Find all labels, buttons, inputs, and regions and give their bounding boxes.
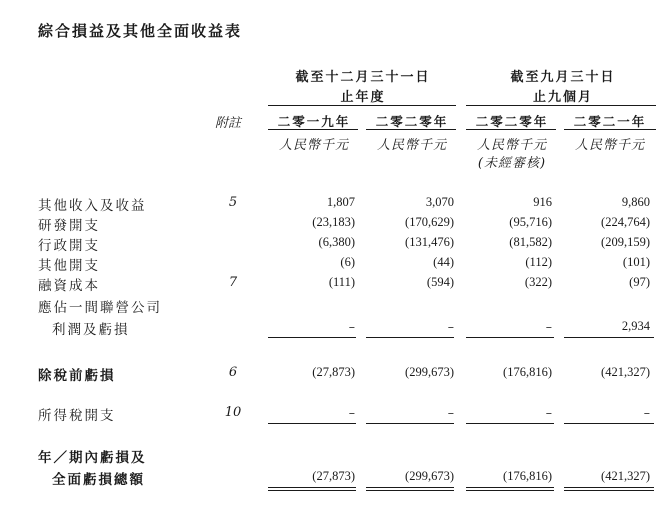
total-rule-top bbox=[564, 487, 654, 488]
note-column-header: 附註 bbox=[215, 116, 242, 131]
cell-value: 9,860 bbox=[621, 195, 650, 209]
cell-value: (97) bbox=[629, 275, 650, 289]
row-note: 6 bbox=[228, 365, 238, 380]
total-rule-bottom bbox=[564, 490, 654, 491]
cell-value: (594) bbox=[426, 275, 454, 289]
column-rule bbox=[466, 129, 556, 130]
cell-value: (111) bbox=[328, 275, 355, 289]
cell-value: 2,934 bbox=[621, 319, 650, 333]
cell-value: (112) bbox=[525, 255, 552, 269]
row-note: 7 bbox=[228, 275, 238, 290]
cell-value: (299,673) bbox=[405, 365, 454, 379]
row-label-income-tax: 所得稅開支 bbox=[38, 408, 116, 424]
cell-value: 3,070 bbox=[425, 195, 454, 209]
subtotal-rule bbox=[466, 337, 554, 338]
group-rule-period bbox=[466, 105, 656, 106]
cell-value: (131,476) bbox=[405, 235, 454, 249]
group-rule-year bbox=[268, 105, 456, 106]
group-header-period-line2: 止九個月 bbox=[532, 90, 593, 105]
total-rule-top bbox=[268, 487, 356, 488]
cell-value: – bbox=[545, 405, 552, 420]
row-label-finance-costs: 融資成本 bbox=[38, 278, 100, 294]
cell-value: 1,807 bbox=[326, 195, 355, 209]
cell-value: (27,873) bbox=[312, 365, 355, 379]
row-label-loss-before-tax: 除稅前虧損 bbox=[38, 368, 116, 384]
subtotal-rule bbox=[268, 423, 356, 424]
cell-value: (299,673) bbox=[405, 469, 454, 483]
cell-value: – bbox=[643, 405, 650, 420]
cell-value: (176,816) bbox=[503, 469, 552, 483]
unit-label: 人民幣千元 bbox=[476, 138, 547, 153]
cell-value: (95,716) bbox=[509, 215, 552, 229]
cell-value: – bbox=[545, 319, 552, 334]
subtotal-rule bbox=[268, 337, 356, 338]
column-rule bbox=[268, 129, 358, 130]
subtotal-rule bbox=[564, 337, 654, 338]
cell-value: (101) bbox=[622, 255, 650, 269]
total-rule-top bbox=[366, 487, 454, 488]
row-label-other-income: 其他收入及收益 bbox=[38, 198, 147, 214]
row-label-profit-and-loss: 利潤及虧損 bbox=[52, 322, 130, 338]
cell-value: – bbox=[447, 405, 454, 420]
cell-value: (421,327) bbox=[601, 365, 650, 379]
column-header-2020-period: 二零二零年 bbox=[475, 114, 549, 129]
row-note: 10 bbox=[224, 405, 242, 420]
row-label-admin-expenses: 行政開支 bbox=[38, 238, 100, 254]
column-rule bbox=[564, 129, 656, 130]
total-rule-bottom bbox=[268, 490, 356, 491]
cell-value: (322) bbox=[524, 275, 552, 289]
subtotal-rule bbox=[466, 423, 554, 424]
total-rule-bottom bbox=[466, 490, 554, 491]
cell-value: (224,764) bbox=[601, 215, 650, 229]
cell-value: – bbox=[348, 319, 355, 334]
cell-value: – bbox=[447, 319, 454, 334]
subtotal-rule bbox=[366, 337, 454, 338]
row-label-share-of-associate: 應佔一間聯營公司 bbox=[38, 300, 162, 316]
row-note: 5 bbox=[228, 195, 238, 210]
column-header-2019: 二零一九年 bbox=[277, 114, 351, 129]
group-header-period-line1: 截至九月三十日 bbox=[510, 70, 616, 85]
row-label-other-expenses: 其他開支 bbox=[38, 258, 100, 274]
column-header-2020: 二零二零年 bbox=[375, 114, 449, 129]
cell-value: (44) bbox=[433, 255, 454, 269]
unit-label: 人民幣千元 bbox=[574, 138, 645, 153]
column-rule bbox=[366, 129, 456, 130]
unaudited-label: (未經審核) bbox=[477, 156, 547, 171]
total-rule-top bbox=[466, 487, 554, 488]
cell-value: (6) bbox=[340, 255, 355, 269]
cell-value: (6,380) bbox=[318, 235, 355, 249]
subtotal-rule bbox=[564, 423, 654, 424]
unit-label: 人民幣千元 bbox=[278, 138, 349, 153]
column-header-2021-period: 二零二一年 bbox=[573, 114, 647, 129]
cell-value: (81,582) bbox=[509, 235, 552, 249]
cell-value: (23,183) bbox=[312, 215, 355, 229]
total-rule-bottom bbox=[366, 490, 454, 491]
page-title: 綜合損益及其他全面收益表 bbox=[38, 22, 243, 40]
cell-value: (170,629) bbox=[405, 215, 454, 229]
row-label-total-comprehensive-loss: 全面虧損總額 bbox=[52, 472, 145, 488]
cell-value: 916 bbox=[533, 195, 552, 209]
subtotal-rule bbox=[366, 423, 454, 424]
unit-label: 人民幣千元 bbox=[376, 138, 447, 153]
cell-value: – bbox=[348, 405, 355, 420]
group-header-year-line2: 止年度 bbox=[340, 90, 386, 105]
row-label-rd-expenses: 研發開支 bbox=[38, 218, 100, 234]
group-header-year-line1: 截至十二月三十一日 bbox=[295, 70, 431, 85]
row-label-loss-for-period: 年／期內虧損及 bbox=[38, 450, 147, 466]
cell-value: (421,327) bbox=[601, 469, 650, 483]
cell-value: (27,873) bbox=[312, 469, 355, 483]
cell-value: (209,159) bbox=[601, 235, 650, 249]
cell-value: (176,816) bbox=[503, 365, 552, 379]
